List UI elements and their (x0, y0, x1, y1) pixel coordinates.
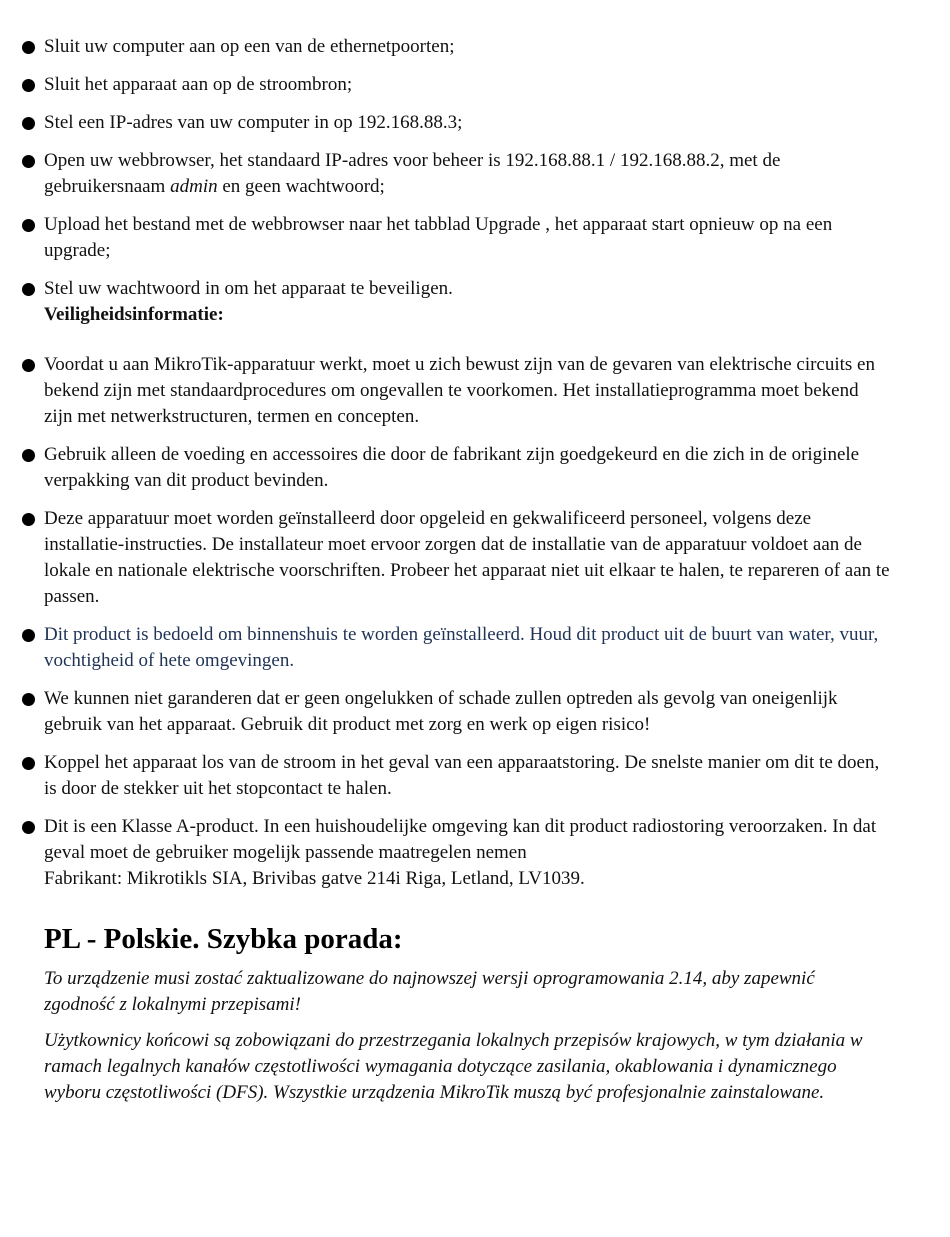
list-item (44, 622, 890, 674)
list-item-text: Sluit het apparaat aan op de stroombron; (44, 74, 353, 95)
list-item-text: We kunnen niet garanderen dat er geen ongelukken of schade zullen optreden als gevolg van oneigenlijk gebruik van het apparaat. Gebruik dit product met zorg en werk op eigen risico! (44, 688, 838, 735)
bullet-icon (22, 219, 35, 232)
list-item (44, 686, 890, 738)
list-item (44, 110, 890, 136)
list-item (44, 750, 890, 802)
bullet-icon (22, 629, 35, 642)
bullet-icon (22, 449, 35, 462)
list-item-text-highlighted: Dit product is bedoeld om binnenshuis te worden geïnstalleerd. Houd dit product uit de buurt van water, vuur, vochtigheid of hete omgevingen. (44, 624, 879, 671)
bullet-icon (22, 283, 35, 296)
safety-list (44, 352, 890, 892)
list-item (44, 72, 890, 98)
bullet-icon (22, 41, 35, 54)
list-item-text: Sluit uw computer aan op een van de ethernetpoorten; (44, 36, 455, 57)
list-item-text: Deze apparatuur moet worden geïnstalleerd door opgeleid en gekwalificeerd personeel, volgens deze installatie-instructies. De installateur moet ervoor zorgen dat de installatie van de apparatuur voldoet aan de lokale en nationale elektrische voorschriften. Probeer het apparaat niet uit elkaar te halen, te repareren of aan te passen. (44, 508, 890, 607)
section-heading-pl: PL - Polskie. Szybka porada: (44, 923, 403, 955)
list-item (44, 212, 890, 264)
username-emphasis: admin (170, 176, 218, 197)
list-item (44, 276, 890, 328)
section-spacer (44, 340, 890, 352)
list-item-text-after: en geen wachtwoord; (217, 176, 385, 197)
bullet-icon (22, 155, 35, 168)
list-item-text: Koppel het apparaat los van de stroom in het geval van een apparaatstoring. De snelste manier om dit te doen, is door de stekker uit het stopcontact te halen. (44, 752, 880, 799)
list-item (44, 442, 890, 494)
bullet-icon (22, 513, 35, 526)
bullet-icon (22, 117, 35, 130)
pl-paragraph-regulations: Użytkownicy końcowi są zobowiązani do przestrzegania lokalnych przepisów krajowych, w tym działania w ramach legalnych kanałów częstotliwości wymagania dotyczące zasilania, okablowania i dynamicznego wyboru częstotliwości (DFS). Wszystkie urządzenia MikroTik muszą być profesjonalnie zainstalowane. (44, 1030, 863, 1103)
bullet-icon (22, 757, 35, 770)
list-item-text: Stel een IP-adres van uw computer in op 192.168.88.3; (44, 112, 463, 133)
list-item (44, 506, 890, 610)
manufacturer-info: Fabrikant: Mikrotikls SIA, Brivibas gatve 214i Riga, Letland, LV1039. (44, 868, 585, 889)
install-steps-list (44, 34, 890, 328)
list-item-text: Stel uw wachtwoord in om het apparaat te beveiligen. (44, 278, 453, 299)
bullet-icon (22, 693, 35, 706)
bullet-icon (22, 821, 35, 834)
list-item-text: Dit is een Klasse A-product. In een huishoudelijke omgeving kan dit product radiostoring veroorzaken. In dat geval moet de gebruiker mogelijk passende maatregelen nemen (44, 816, 877, 863)
list-item (44, 148, 890, 200)
list-item-text: Upload het bestand met de webbrowser naar het tabblad Upgrade , het apparaat start opnieuw op na een upgrade; (44, 214, 833, 261)
pl-paragraph-firmware: To urządzenie musi zostać zaktualizowane do najnowszej wersji oprogramowania 2.14, aby zapewnić zgodność z lokalnymi przepisami! (44, 968, 815, 1015)
list-item (44, 814, 890, 892)
list-item (44, 352, 890, 430)
list-item-text: Gebruik alleen de voeding en accessoires die door de fabrikant zijn goedgekeurd en die zich in de originele verpakking van dit product bevinden. (44, 444, 860, 491)
bullet-icon (22, 359, 35, 372)
list-item-text: Voordat u aan MikroTik-apparatuur werkt, moet u zich bewust zijn van de gevaren van elektrische circuits en bekend zijn met standaardprocedures om ongevallen te voorkomen. Het installatieprogramma moet bekend zijn met netwerkstructuren, termen en concepten. (44, 354, 875, 427)
list-item (44, 34, 890, 60)
list-item-text-before: Open uw webbrowser, het standaard IP-adres voor beheer is 192.168.88.1 / 192.168.88.2, met de gebruikersnaam (44, 150, 781, 197)
bullet-icon (22, 79, 35, 92)
safety-section-title: Veiligheidsinformatie: (44, 304, 224, 325)
